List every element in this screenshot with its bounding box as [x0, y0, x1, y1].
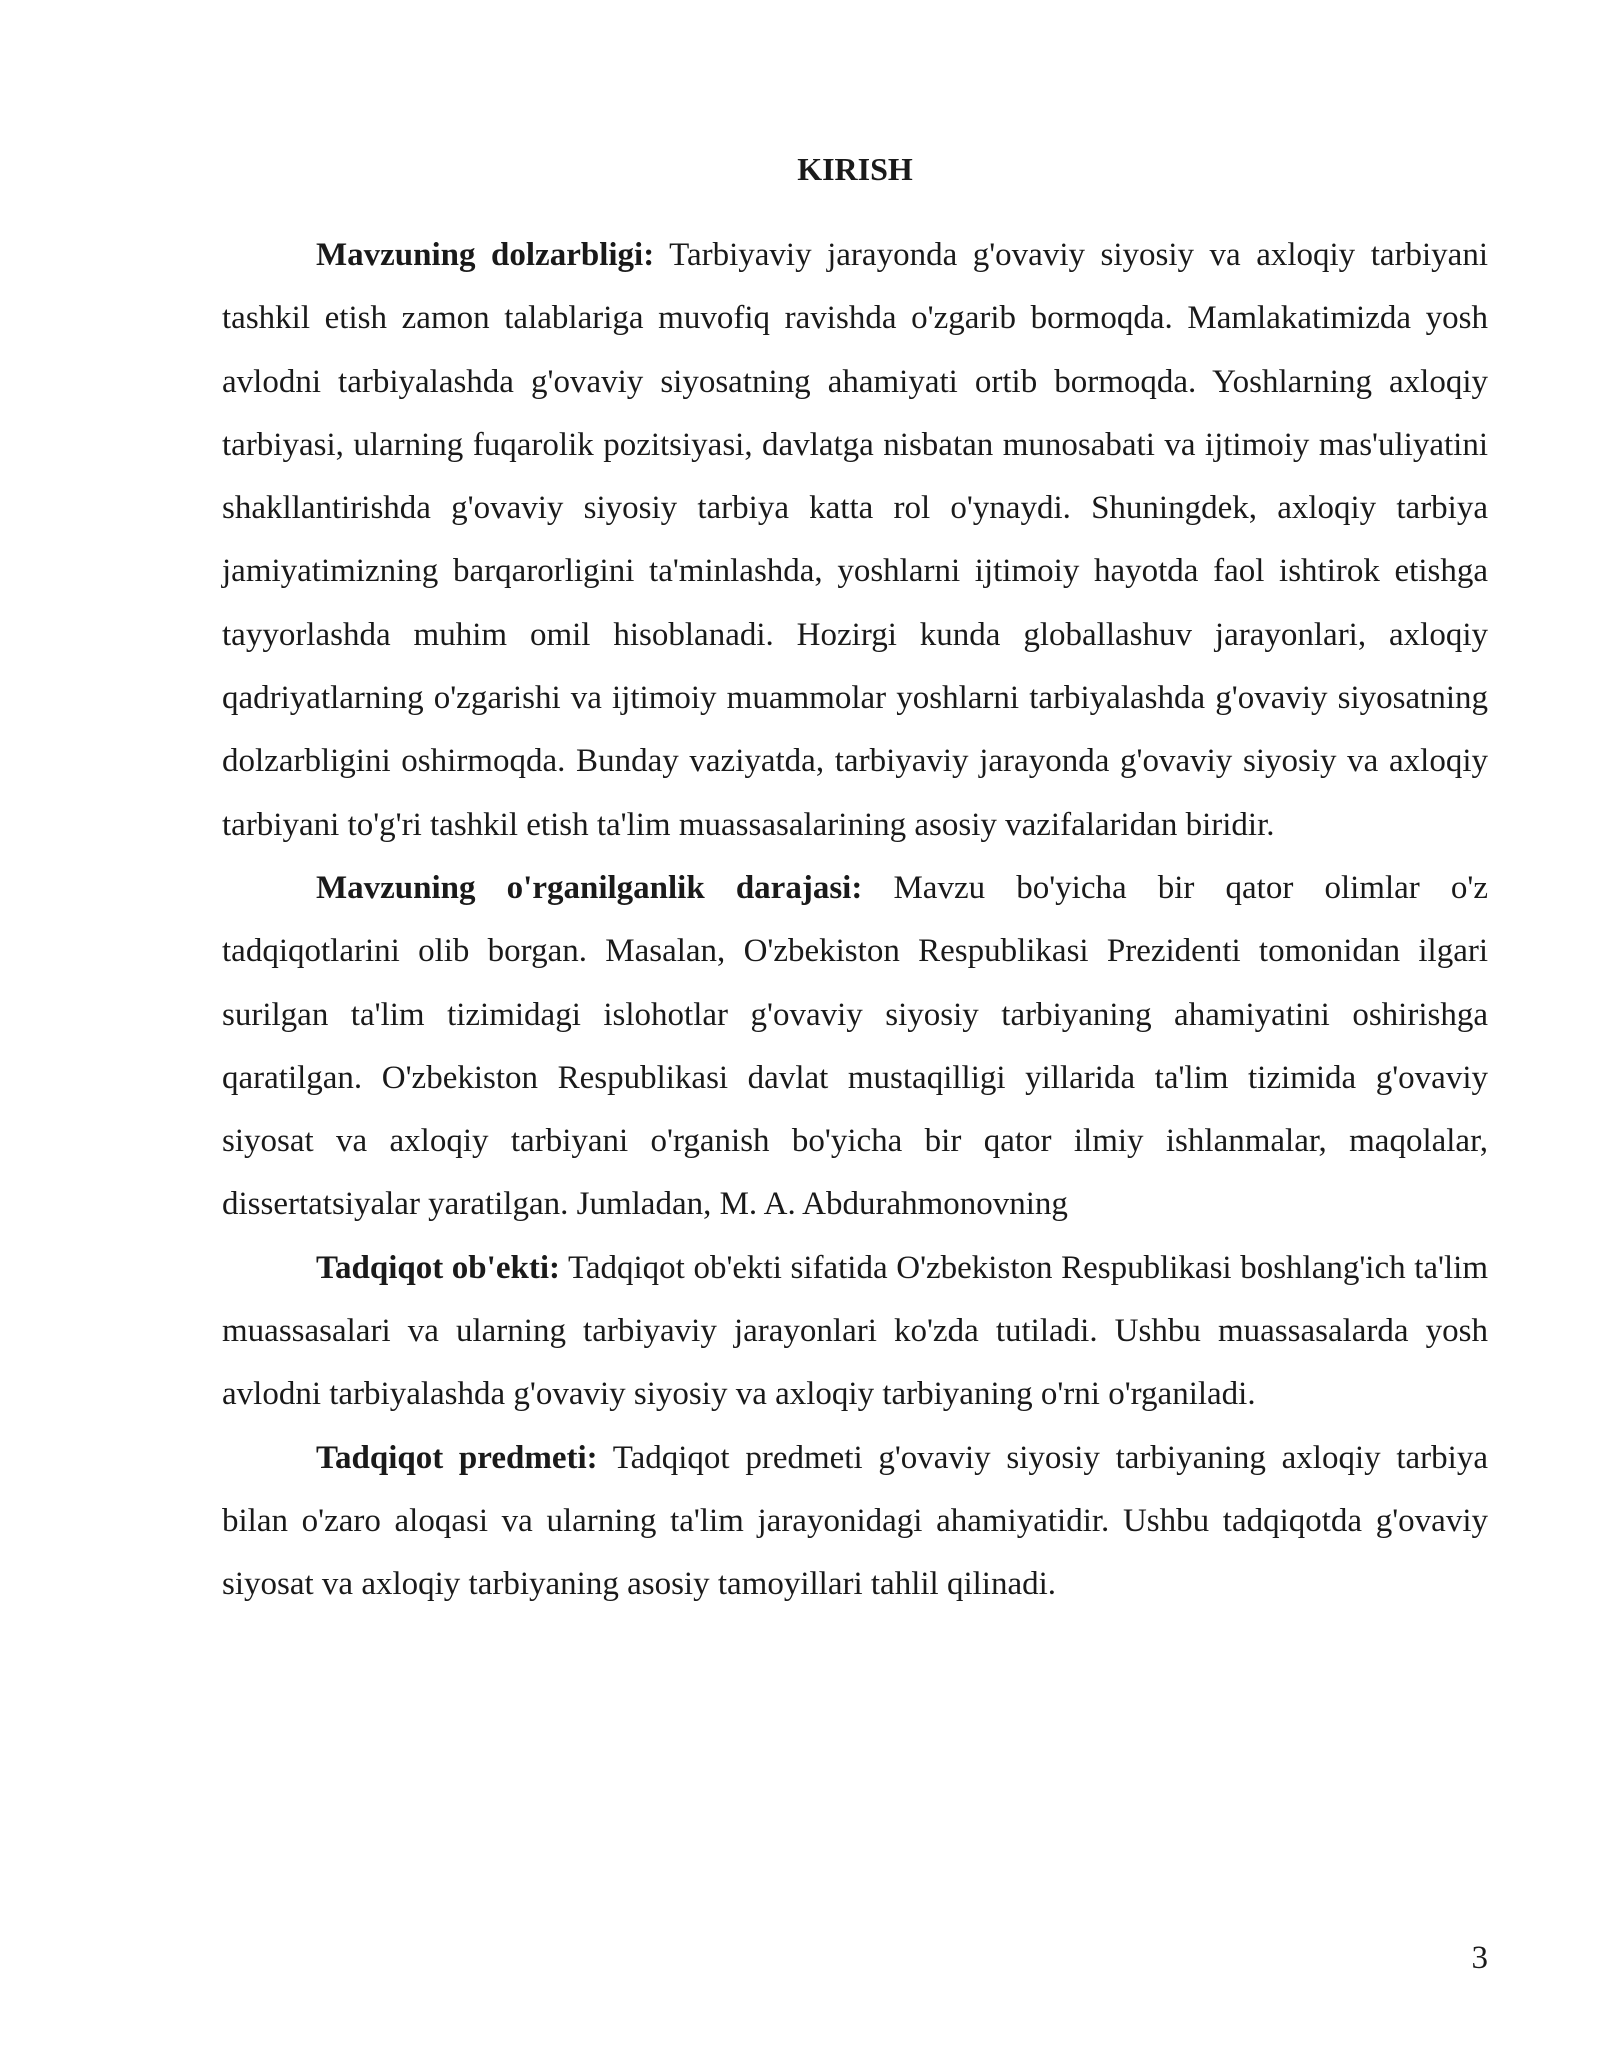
page-number: 3	[1471, 1940, 1488, 1976]
paragraph-relevance	[222, 224, 1488, 857]
paragraph-text: Tarbiyaviy jarayonda g'ovaviy siyosiy va axloqiy tarbiyani tashkil etish zamon talablariga muvofiq ravishda o'zgarib bormoqda. Mamlakatimizda yosh avlodni tarbiyalashda g'ovaviy siyosatning ahamiyati ortib bormoqda. Yoshlarning axloqiy tarbiyasi, ularning fuqarolik pozitsiyasi, davlatga nisbatan munosabati va ijtimoiy mas'uliyatini shakllantirishda g'ovaviy siyosiy tarbiya katta rol o'ynaydi. Shuningdek, axloqiy tarbiya jamiyatimizning barqarorligini ta'minlashda, yoshlarni ijtimoiy hayotda faol ishtirok etishga tayyorlashda muhim omil hisoblanadi. Hozirgi kunda globallashuv jarayonlari, axloqiy qadriyatlarning o'zgarishi va ijtimoiy muammolar yoshlarni tarbiyalashda g'ovaviy siyosatning dolzarbligini oshirmoqda. Bunday vaziyatda, tarbiyaviy jarayonda g'ovaviy siyosiy va axloqiy tarbiyani to'g'ri tashkil etish ta'lim muassasalarining asosiy vazifalaridan biridir.	[222, 237, 1488, 843]
paragraph-text: Mavzu bo'yicha bir qator olimlar o'z tadqiqotlarini olib borgan. Masalan, O'zbekiston Respublikasi Prezidenti tomonidan ilgari surilgan ta'lim tizimidagi islohotlar g'ovaviy siyosiy tarbiyaning ahamiyatini oshirishga qaratilgan. O'zbekiston Respublikasi davlat mustaqilligi yillarida ta'lim tizimida g'ovaviy siyosat va axloqiy tarbiyani o'rganish bo'yicha bir qator ilmiy ishlanmalar, maqolalar, dissertatsiyalar yaratilgan. Jumladan, M. A. Abdurahmonovning	[222, 869, 1488, 1223]
paragraph-text: Tadqiqot ob'ekti sifatida O'zbekiston Respublikasi boshlang'ich ta'lim muassasalari va ularning tarbiyaviy jarayonlari ko'zda tutiladi. Ushbu muassasalarda yosh avlodni tarbiyalashda g'ovaviy siyosiy va axloqiy tarbiyaning o'rni o'rganiladi.	[222, 1249, 1488, 1413]
paragraph-lead: Tadqiqot predmeti:	[316, 1439, 598, 1476]
paragraph-text: Tadqiqot predmeti g'ovaviy siyosiy tarbiyaning axloqiy tarbiya bilan o'zaro aloqasi va ularning ta'lim jarayonidagi ahamiyatidir. Ushbu tadqiqotda g'ovaviy siyosat va axloqiy tarbiyaning asosiy tamoyillari tahlil qilinadi.	[222, 1439, 1488, 1603]
paragraph-lead: Mavzuning dolzarbligi:	[316, 237, 655, 273]
paragraph-lead: Tadqiqot ob'ekti:	[316, 1249, 560, 1286]
document-page	[222, 148, 1488, 1617]
paragraph-study-level	[222, 857, 1488, 1237]
paragraph-lead: Mavzuning o'rganilganlik darajasi:	[316, 869, 863, 906]
paragraph-research-subject	[222, 1427, 1488, 1617]
paragraph-research-object	[222, 1237, 1488, 1427]
section-heading: KIRISH	[797, 151, 913, 187]
